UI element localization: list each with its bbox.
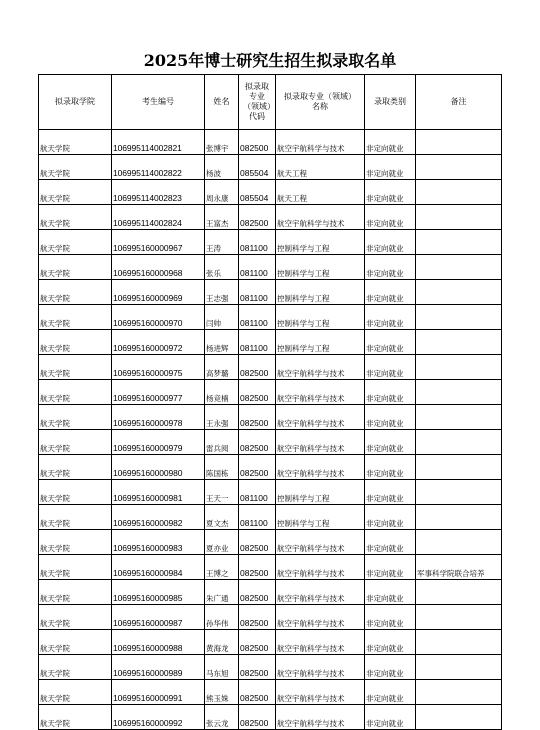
cell-category: 非定向就业 — [365, 405, 416, 430]
cell-remark — [416, 180, 502, 205]
table-row — [39, 505, 502, 530]
cell-college: 航天学院 — [39, 405, 112, 430]
cell-college: 航天学院 — [39, 255, 112, 280]
table-row — [39, 430, 502, 455]
header-name: 姓名 — [205, 75, 239, 130]
cell-exam-id: 106995160000977 — [112, 380, 205, 405]
cell-category: 非定向就业 — [365, 355, 416, 380]
table-row — [39, 455, 502, 480]
cell-major-name: 航空宇航科学与技术 — [276, 405, 365, 430]
cell-major-name: 航空宇航科学与技术 — [276, 205, 365, 230]
cell-exam-id: 106995160000980 — [112, 455, 205, 480]
cell-exam-id: 106995114002824 — [112, 205, 205, 230]
cell-exam-id: 106995160000978 — [112, 405, 205, 430]
cell-major-name: 航空宇航科学与技术 — [276, 630, 365, 655]
cell-remark — [416, 130, 502, 155]
cell-major-name: 航空宇航科学与技术 — [276, 705, 365, 730]
cell-name: 杨竞楠 — [205, 380, 239, 405]
cell-college: 航天学院 — [39, 330, 112, 355]
cell-category: 非定向就业 — [365, 180, 416, 205]
cell-major-code: 082500 — [239, 680, 276, 705]
cell-name: 王涛 — [205, 230, 239, 255]
cell-college: 航天学院 — [39, 130, 112, 155]
cell-exam-id: 106995160000982 — [112, 505, 205, 530]
cell-category: 非定向就业 — [365, 130, 416, 155]
table-row — [39, 355, 502, 380]
cell-college: 航天学院 — [39, 155, 112, 180]
cell-major-code: 082500 — [239, 380, 276, 405]
cell-major-name: 航空宇航科学与技术 — [276, 580, 365, 605]
cell-category: 非定向就业 — [365, 155, 416, 180]
cell-exam-id: 106995160000991 — [112, 680, 205, 705]
cell-college: 航天学院 — [39, 280, 112, 305]
cell-name: 陈国栋 — [205, 455, 239, 480]
cell-college: 航天学院 — [39, 480, 112, 505]
cell-category: 非定向就业 — [365, 205, 416, 230]
cell-major-code: 082500 — [239, 130, 276, 155]
cell-major-code: 085504 — [239, 180, 276, 205]
cell-major-code: 082500 — [239, 455, 276, 480]
cell-college: 航天学院 — [39, 530, 112, 555]
cell-category: 非定向就业 — [365, 505, 416, 530]
cell-college: 航天学院 — [39, 380, 112, 405]
cell-category: 非定向就业 — [365, 230, 416, 255]
table-row — [39, 305, 502, 330]
cell-college: 航天学院 — [39, 680, 112, 705]
cell-exam-id: 106995160000967 — [112, 230, 205, 255]
cell-name: 马东旭 — [205, 655, 239, 680]
cell-major-code: 081100 — [239, 480, 276, 505]
cell-exam-id: 106995160000981 — [112, 480, 205, 505]
cell-category: 非定向就业 — [365, 555, 416, 580]
cell-major-code: 081100 — [239, 505, 276, 530]
cell-name: 王富杰 — [205, 205, 239, 230]
cell-major-code: 082500 — [239, 205, 276, 230]
cell-college: 航天学院 — [39, 180, 112, 205]
header-exam-id: 考生编号 — [112, 75, 205, 130]
cell-remark — [416, 305, 502, 330]
cell-remark — [416, 330, 502, 355]
cell-major-name: 控制科学与工程 — [276, 280, 365, 305]
cell-name: 夏亦业 — [205, 530, 239, 555]
table-row — [39, 130, 502, 155]
cell-name: 熊玉姝 — [205, 680, 239, 705]
cell-exam-id: 106995160000987 — [112, 605, 205, 630]
cell-category: 非定向就业 — [365, 455, 416, 480]
cell-name: 孙华伟 — [205, 605, 239, 630]
cell-exam-id: 106995160000984 — [112, 555, 205, 580]
cell-exam-id: 106995160000992 — [112, 705, 205, 730]
cell-major-code: 082500 — [239, 605, 276, 630]
cell-name: 周永康 — [205, 180, 239, 205]
cell-remark — [416, 405, 502, 430]
cell-major-name: 航空宇航科学与技术 — [276, 530, 365, 555]
cell-major-code: 085504 — [239, 155, 276, 180]
table-row — [39, 180, 502, 205]
cell-name: 王志强 — [205, 280, 239, 305]
cell-major-code: 082500 — [239, 405, 276, 430]
table-row — [39, 630, 502, 655]
cell-major-code: 082500 — [239, 355, 276, 380]
table-row — [39, 705, 502, 730]
table-row — [39, 330, 502, 355]
table-row — [39, 230, 502, 255]
table-row — [39, 580, 502, 605]
cell-major-code: 081100 — [239, 230, 276, 255]
cell-major-name: 航天工程 — [276, 180, 365, 205]
cell-name: 张云龙 — [205, 705, 239, 730]
cell-major-name: 航空宇航科学与技术 — [276, 680, 365, 705]
cell-exam-id: 106995114002822 — [112, 155, 205, 180]
cell-major-code: 082500 — [239, 430, 276, 455]
cell-category: 非定向就业 — [365, 705, 416, 730]
cell-college: 航天学院 — [39, 555, 112, 580]
cell-remark — [416, 355, 502, 380]
cell-category: 非定向就业 — [365, 305, 416, 330]
cell-remark — [416, 255, 502, 280]
cell-major-name: 航天工程 — [276, 155, 365, 180]
header-category: 录取类别 — [365, 75, 416, 130]
cell-exam-id: 106995160000989 — [112, 655, 205, 680]
cell-exam-id: 106995114002823 — [112, 180, 205, 205]
table-row — [39, 255, 502, 280]
cell-remark — [416, 630, 502, 655]
cell-category: 非定向就业 — [365, 580, 416, 605]
table-row — [39, 480, 502, 505]
cell-remark — [416, 230, 502, 255]
cell-major-code: 082500 — [239, 655, 276, 680]
table-row — [39, 530, 502, 555]
cell-remark — [416, 530, 502, 555]
cell-exam-id: 106995160000969 — [112, 280, 205, 305]
cell-name: 杨进辉 — [205, 330, 239, 355]
cell-category: 非定向就业 — [365, 380, 416, 405]
cell-major-code: 082500 — [239, 530, 276, 555]
cell-remark — [416, 380, 502, 405]
cell-category: 非定向就业 — [365, 480, 416, 505]
cell-major-name: 航空宇航科学与技术 — [276, 355, 365, 380]
cell-major-code: 081100 — [239, 330, 276, 355]
cell-remark — [416, 430, 502, 455]
cell-name: 杨波 — [205, 155, 239, 180]
cell-exam-id: 106995160000970 — [112, 305, 205, 330]
cell-remark — [416, 505, 502, 530]
cell-major-code: 081100 — [239, 305, 276, 330]
cell-major-code: 081100 — [239, 280, 276, 305]
cell-college: 航天学院 — [39, 230, 112, 255]
cell-college: 航天学院 — [39, 430, 112, 455]
cell-major-code: 081100 — [239, 255, 276, 280]
cell-college: 航天学院 — [39, 630, 112, 655]
cell-major-name: 控制科学与工程 — [276, 480, 365, 505]
cell-remark — [416, 705, 502, 730]
cell-name: 张乐 — [205, 255, 239, 280]
cell-college: 航天学院 — [39, 455, 112, 480]
cell-remark: 军事科学院联合培养 — [416, 555, 502, 580]
cell-major-name: 航空宇航科学与技术 — [276, 555, 365, 580]
page-title: 2025年博士研究生招生拟录取名单 — [143, 51, 397, 70]
header-major-code: 拟录取专业（领域）代码 — [239, 75, 276, 130]
cell-exam-id: 106995160000979 — [112, 430, 205, 455]
cell-exam-id: 106995160000988 — [112, 630, 205, 655]
cell-remark — [416, 455, 502, 480]
cell-remark — [416, 680, 502, 705]
cell-name: 朱广通 — [205, 580, 239, 605]
cell-category: 非定向就业 — [365, 280, 416, 305]
cell-name: 王博之 — [205, 555, 239, 580]
cell-major-name: 航空宇航科学与技术 — [276, 130, 365, 155]
cell-name: 张博宇 — [205, 130, 239, 155]
cell-name: 高梦璐 — [205, 355, 239, 380]
table-row — [39, 680, 502, 705]
cell-remark — [416, 605, 502, 630]
cell-college: 航天学院 — [39, 705, 112, 730]
cell-major-code: 082500 — [239, 630, 276, 655]
table-row — [39, 380, 502, 405]
cell-remark — [416, 655, 502, 680]
cell-name: 王天一 — [205, 480, 239, 505]
header-major-name: 拟录取专业（领域）名称 — [276, 75, 365, 130]
cell-major-name: 航空宇航科学与技术 — [276, 430, 365, 455]
table-row — [39, 280, 502, 305]
cell-major-name: 控制科学与工程 — [276, 230, 365, 255]
cell-exam-id: 106995160000975 — [112, 355, 205, 380]
cell-category: 非定向就业 — [365, 530, 416, 555]
cell-major-code: 082500 — [239, 555, 276, 580]
cell-remark — [416, 155, 502, 180]
cell-college: 航天学院 — [39, 305, 112, 330]
cell-major-code: 082500 — [239, 705, 276, 730]
cell-major-name: 航空宇航科学与技术 — [276, 380, 365, 405]
cell-category: 非定向就业 — [365, 605, 416, 630]
table-row — [39, 155, 502, 180]
cell-category: 非定向就业 — [365, 330, 416, 355]
cell-category: 非定向就业 — [365, 630, 416, 655]
cell-college: 航天学院 — [39, 505, 112, 530]
cell-name: 夏文杰 — [205, 505, 239, 530]
table-row — [39, 405, 502, 430]
cell-major-code: 082500 — [239, 580, 276, 605]
admission-table — [38, 74, 502, 730]
cell-name: 王永强 — [205, 405, 239, 430]
cell-exam-id: 106995160000968 — [112, 255, 205, 280]
cell-college: 航天学院 — [39, 580, 112, 605]
cell-remark — [416, 580, 502, 605]
cell-category: 非定向就业 — [365, 430, 416, 455]
cell-major-name: 控制科学与工程 — [276, 505, 365, 530]
cell-name: 黄海龙 — [205, 630, 239, 655]
table-body — [39, 130, 502, 730]
cell-remark — [416, 280, 502, 305]
cell-major-name: 航空宇航科学与技术 — [276, 655, 365, 680]
cell-major-name: 控制科学与工程 — [276, 305, 365, 330]
cell-major-name: 控制科学与工程 — [276, 255, 365, 280]
cell-college: 航天学院 — [39, 355, 112, 380]
cell-exam-id: 106995160000985 — [112, 580, 205, 605]
cell-exam-id: 106995114002821 — [112, 130, 205, 155]
cell-category: 非定向就业 — [365, 655, 416, 680]
table-row — [39, 655, 502, 680]
table-row — [39, 555, 502, 580]
cell-category: 非定向就业 — [365, 680, 416, 705]
cell-category: 非定向就业 — [365, 255, 416, 280]
cell-major-name: 航空宇航科学与技术 — [276, 455, 365, 480]
cell-remark — [416, 205, 502, 230]
cell-exam-id: 106995160000972 — [112, 330, 205, 355]
cell-major-name: 控制科学与工程 — [276, 330, 365, 355]
cell-college: 航天学院 — [39, 655, 112, 680]
cell-college: 航天学院 — [39, 605, 112, 630]
cell-name: 闫帅 — [205, 305, 239, 330]
table-row — [39, 605, 502, 630]
cell-exam-id: 106995160000983 — [112, 530, 205, 555]
cell-name: 雷兵阅 — [205, 430, 239, 455]
header-college: 拟录取学院 — [39, 75, 112, 130]
cell-college: 航天学院 — [39, 205, 112, 230]
cell-remark — [416, 480, 502, 505]
header-remark: 备注 — [416, 75, 502, 130]
table-row — [39, 205, 502, 230]
table-header-row — [39, 75, 502, 130]
cell-major-name: 航空宇航科学与技术 — [276, 605, 365, 630]
